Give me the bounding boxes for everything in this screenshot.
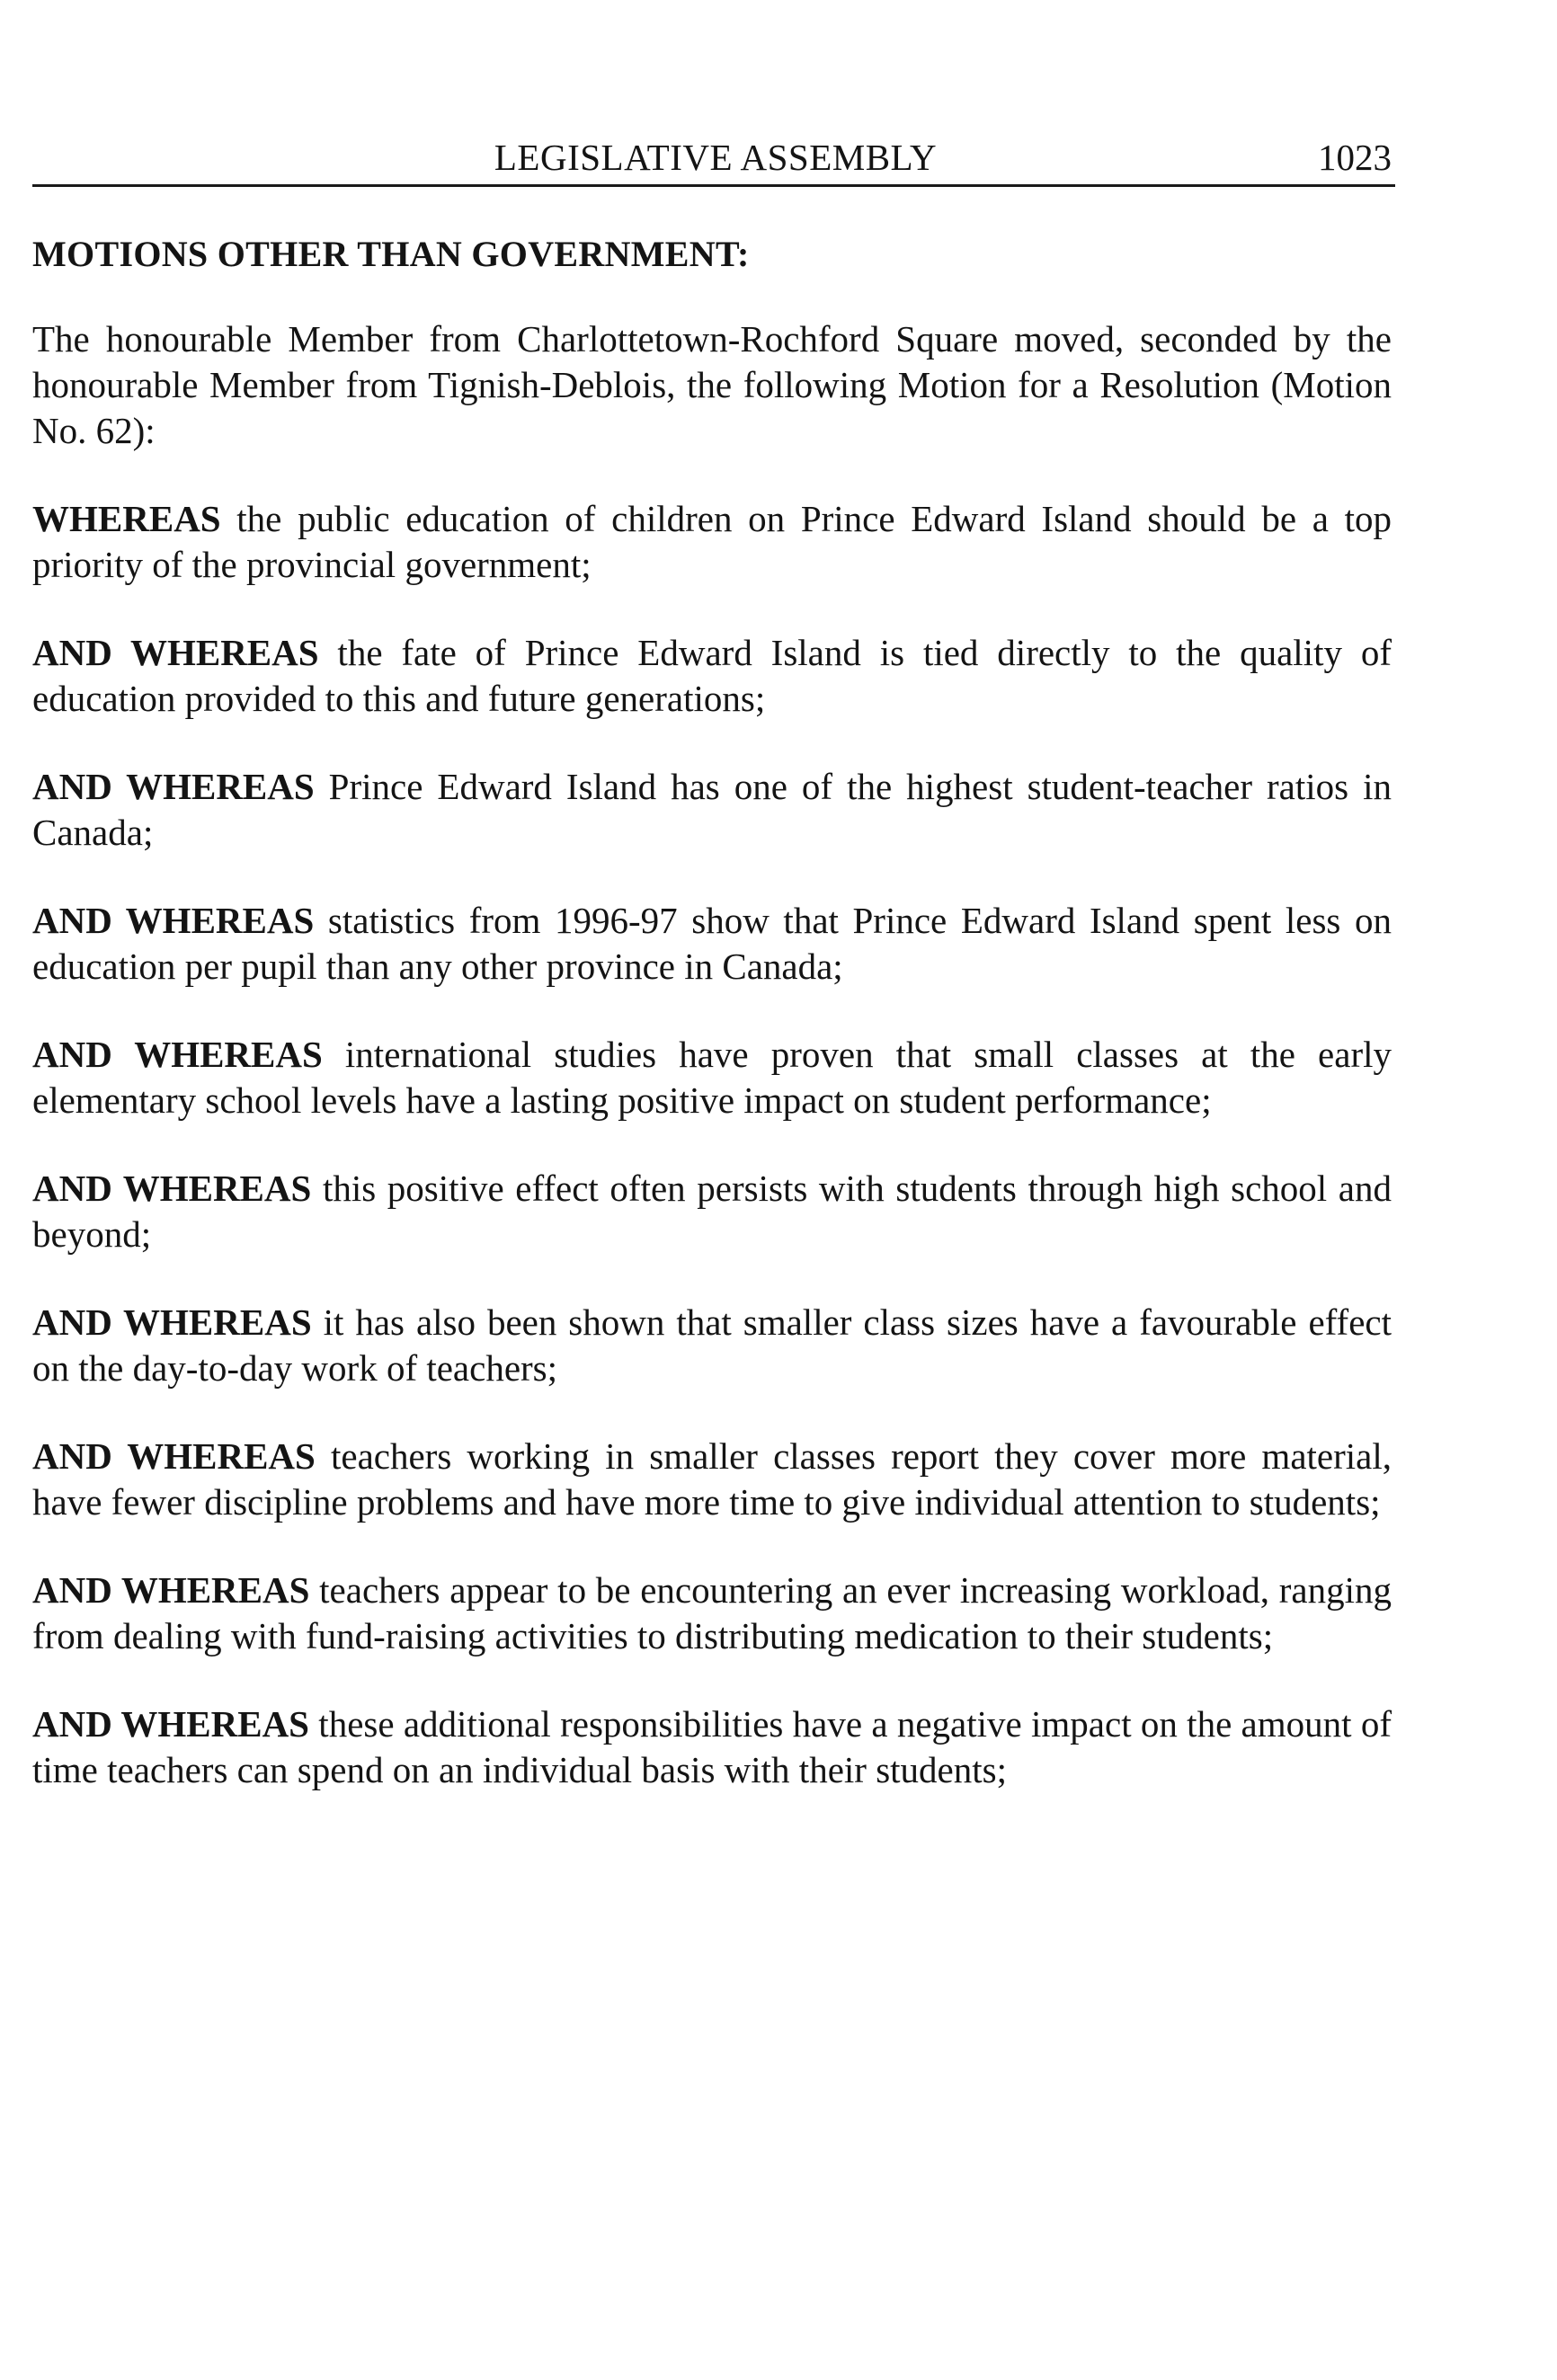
clause-keyword: AND WHEREAS (32, 766, 315, 807)
clause-text: the public education of children on Prince Edward Island should be a top priority of the provincial government; (32, 498, 1392, 585)
clause-text: teachers appear to be encountering an ever increasing workload, ranging from dealing with fund-raising activities to distributing medication to their students; (32, 1569, 1392, 1656)
clause-paragraph (32, 898, 1392, 990)
clause-paragraph (32, 1166, 1392, 1257)
clause-paragraph (32, 764, 1392, 856)
clause-text: teachers working in smaller classes report they cover more material, have fewer discipline problems and have more time to give individual attention to students; (32, 1435, 1392, 1523)
clause-paragraph (32, 1300, 1392, 1391)
clause-keyword: AND WHEREAS (32, 900, 315, 941)
clause-keyword: AND WHEREAS (32, 1168, 312, 1209)
clause-text: the fate of Prince Edward Island is tied directly to the quality of education provided to this and future generations; (32, 632, 1392, 719)
clause-paragraph (32, 630, 1392, 722)
header-rule (32, 184, 1395, 187)
clause-paragraph (32, 496, 1392, 588)
clause-keyword: WHEREAS (32, 498, 221, 539)
clause-text: this positive effect often persists with students through high school and beyond; (32, 1168, 1392, 1255)
clause-paragraph (32, 1032, 1392, 1123)
clause-paragraph (32, 1701, 1392, 1793)
clause-keyword: AND WHEREAS (32, 632, 319, 673)
clause-keyword: AND WHEREAS (32, 1569, 310, 1611)
intro-paragraph: The honourable Member from Charlottetown-Rochford Square moved, seconded by the honourable Member from Tignish-Deblois, the following Motion for a Resolution (Motion No. 62): (32, 318, 1392, 451)
clause-keyword: AND WHEREAS (32, 1034, 323, 1075)
clause-keyword: AND WHEREAS (32, 1435, 316, 1477)
page-number: 1023 (1318, 137, 1392, 178)
clause-text: Prince Edward Island has one of the highest student-teacher ratios in Canada; (32, 766, 1392, 853)
clause-text: international studies have proven that small classes at the early elementary school levels have a lasting positive impact on student performance; (32, 1034, 1392, 1121)
clause-text: statistics from 1996-97 show that Prince Edward Island spent less on education per pupil than any other province in Canada; (32, 900, 1392, 987)
body-text (32, 316, 1392, 1835)
clause-text: it has also been shown that smaller class sizes have a favourable effect on the day-to-day work of teachers; (32, 1301, 1392, 1389)
header-title: LEGISLATIVE ASSEMBLY (494, 137, 938, 178)
clause-keyword: AND WHEREAS (32, 1703, 309, 1745)
clause-paragraph (32, 1434, 1392, 1525)
section-heading: MOTIONS OTHER THAN GOVERNMENT: (32, 234, 750, 274)
clause-keyword: AND WHEREAS (32, 1301, 312, 1343)
clause-paragraph (32, 1567, 1392, 1659)
page-header (32, 135, 1399, 182)
clause-text: these additional responsibilities have a negative impact on the amount of time teachers can spend on an individual basis with their students; (32, 1703, 1392, 1790)
